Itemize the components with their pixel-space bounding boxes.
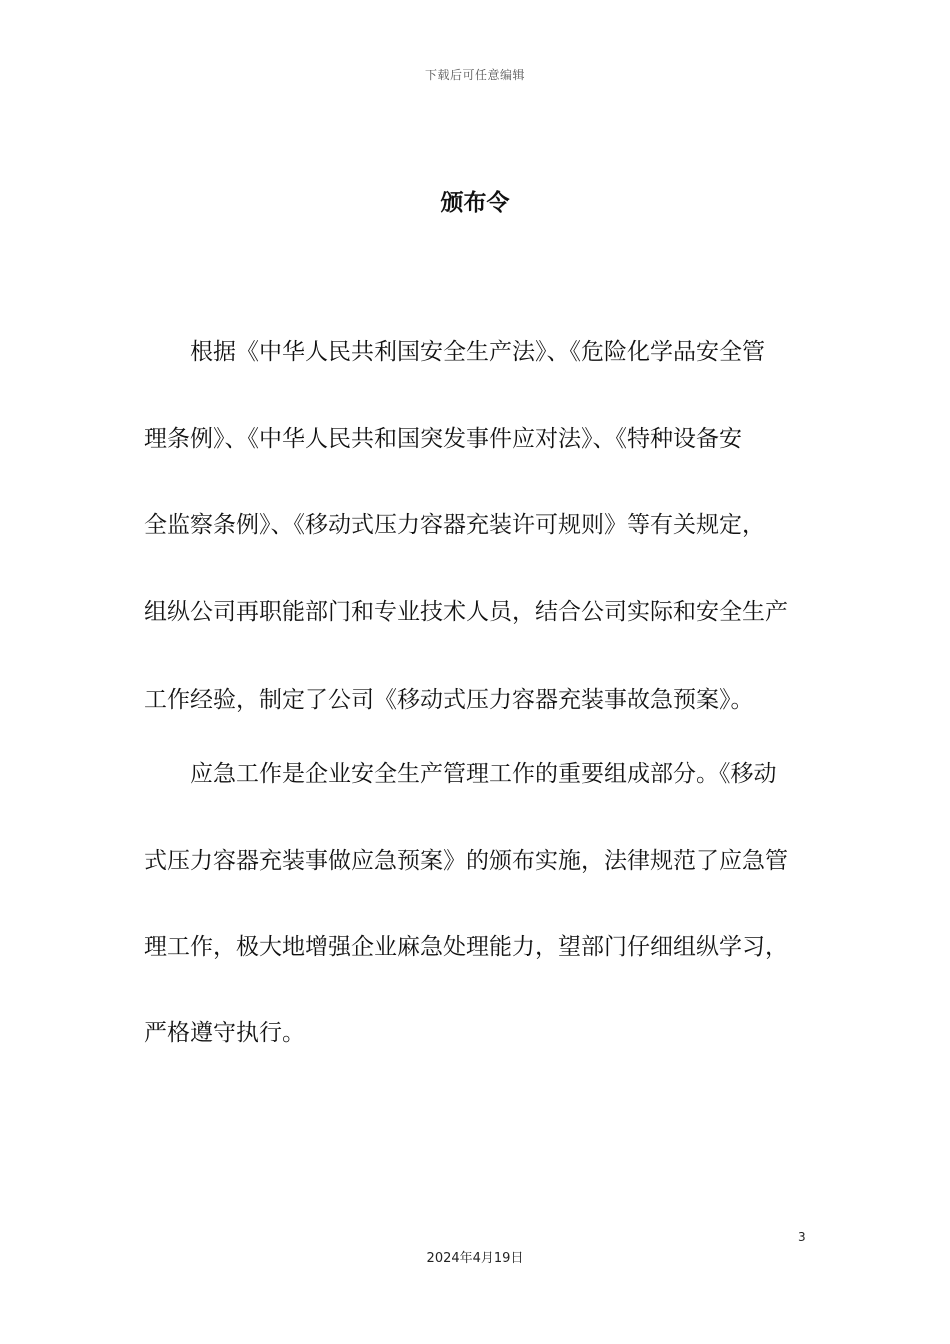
- paragraph-line: 严格遵守执行。: [144, 1020, 305, 1046]
- paragraph-line: 理工作，极大地增强企业麻急处理能力，望部门仔细组纵学习，: [144, 934, 788, 960]
- document-title: 颁布令: [440, 190, 510, 216]
- paragraph-line: 理条例》、《中华人民共和国突发事件应对法》、《特种设备安: [144, 426, 742, 452]
- paragraph-line: 工作经验，制定了公司《移动式压力容器充装事故急预案》。: [144, 687, 754, 713]
- paragraph-line: 根据《中华人民共利国安全生产法》、《危险化学品安全管: [190, 339, 765, 365]
- paragraph-line: 应急工作是企业安全生产管理工作的重要组成部分。《移动: [190, 761, 777, 787]
- page-number: 3: [798, 1230, 806, 1244]
- footer-date: 2024年4月19日: [426, 1251, 524, 1266]
- paragraph-line: 式压力容器充装事做应急预案》的颁布实施，法律规范了应急管: [144, 848, 788, 874]
- paragraph-line: 全监察条例》、《移动式压力容器充装许可规则》等有关规定，: [144, 512, 765, 538]
- header-note: 下载后可任意编辑: [424, 68, 525, 82]
- paragraph-line: 组纵公司再职能部门和专业技术人员，结合公司实际和安全生产: [144, 599, 788, 625]
